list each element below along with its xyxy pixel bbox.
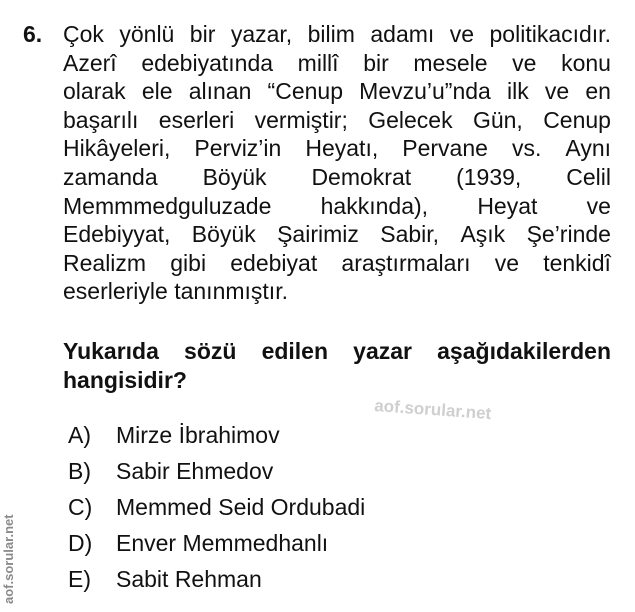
paragraph-word: Böyük bbox=[191, 221, 256, 248]
paragraph-word: bir bbox=[189, 21, 216, 47]
paragraph-word: politikacıdır. bbox=[489, 21, 611, 47]
prompt-word: hangisidir? bbox=[63, 367, 187, 393]
paragraph-word: Gelecek bbox=[368, 106, 453, 133]
paragraph-word: vs. bbox=[511, 135, 542, 162]
option-a-text: Mirze İbrahimov bbox=[116, 421, 280, 448]
prompt-word: Yukarıda bbox=[63, 338, 159, 364]
option-c-text: Memmed Seid Ordubadi bbox=[116, 493, 366, 520]
paragraph-word: ve bbox=[494, 249, 519, 276]
paragraph-word: Perviz’in bbox=[194, 135, 282, 162]
option-e[interactable] bbox=[68, 561, 365, 597]
option-e-text: Sabit Rehman bbox=[116, 565, 262, 592]
paragraph-word: Pervane bbox=[402, 135, 488, 162]
paragraph-line bbox=[63, 106, 611, 135]
paragraph-word: ele bbox=[141, 78, 173, 105]
paragraph-line bbox=[63, 220, 611, 249]
paragraph-word: ve bbox=[544, 78, 570, 105]
option-e-letter: E) bbox=[68, 565, 91, 592]
paragraph-word: ilk bbox=[507, 78, 529, 105]
paragraph-word: Şairimiz bbox=[277, 221, 359, 248]
paragraph-line bbox=[63, 77, 611, 106]
paragraph-word: Demokrat bbox=[311, 163, 412, 190]
paragraph-word: adamı bbox=[370, 21, 435, 47]
paragraph-word: Celil bbox=[566, 163, 611, 190]
paragraph-line bbox=[63, 134, 611, 163]
paragraph-word: Cenup bbox=[543, 106, 611, 133]
paragraph-word: “Cenup bbox=[267, 78, 343, 105]
paragraph-word: Azerî bbox=[63, 49, 117, 76]
paragraph-word: alınan bbox=[188, 78, 252, 105]
paragraph-line bbox=[63, 163, 611, 192]
paragraph-word: Böyük bbox=[202, 163, 267, 190]
option-b[interactable] bbox=[68, 453, 365, 489]
option-a[interactable] bbox=[68, 417, 365, 453]
paragraph-word: ve bbox=[512, 49, 537, 76]
paragraph-word: gibi bbox=[170, 249, 207, 276]
paragraph-word: araştırmaları bbox=[341, 249, 471, 276]
paragraph-word: Hikâyeleri, bbox=[63, 135, 171, 162]
option-c-letter: C) bbox=[68, 493, 93, 520]
paragraph-word: mesele bbox=[413, 49, 488, 76]
paragraph-line bbox=[63, 192, 611, 221]
paragraph-word: Aşık bbox=[460, 221, 506, 248]
paragraph-word: bir bbox=[363, 49, 389, 76]
answer-options bbox=[68, 417, 365, 597]
paragraph-word: eserleriyle tanınmıştır. bbox=[63, 278, 288, 305]
paragraph-word: Mevzu’u”nda bbox=[359, 78, 491, 105]
watermark-side: aof.sorular.net bbox=[1, 514, 16, 604]
prompt-line bbox=[63, 337, 611, 366]
prompt-line bbox=[63, 366, 611, 395]
watermark-center: aof.sorular.net bbox=[373, 396, 492, 424]
option-d-letter: D) bbox=[68, 529, 93, 556]
paragraph-word: başarılı bbox=[63, 106, 139, 133]
paragraph-word: Memmmedguluzade bbox=[63, 192, 272, 219]
prompt-word: edilen bbox=[261, 338, 329, 364]
question-number: 6. bbox=[23, 21, 43, 47]
paragraph-word: Çok bbox=[63, 21, 104, 47]
paragraph-word: edebiyat bbox=[230, 249, 318, 276]
paragraph-word: bilim bbox=[307, 21, 355, 47]
paragraph-word: zamanda bbox=[63, 163, 158, 190]
paragraph-word: Edebiyyat, bbox=[63, 221, 171, 248]
prompt-word: yazar bbox=[353, 338, 412, 364]
paragraph-word: edebiyatında bbox=[141, 49, 274, 76]
paragraph-word: Sabir, bbox=[380, 221, 440, 248]
paragraph-word: millî bbox=[297, 49, 339, 76]
paragraph-word: yazar, bbox=[230, 21, 293, 47]
paragraph-word: Aynı bbox=[565, 135, 611, 162]
option-a-letter: A) bbox=[68, 421, 91, 448]
paragraph-word: konu bbox=[561, 49, 611, 76]
paragraph-word: hakkında), bbox=[320, 192, 429, 219]
option-d-text: Enver Memmedhanlı bbox=[116, 529, 329, 556]
paragraph-word: Heyatı, bbox=[305, 135, 379, 162]
question-paragraph bbox=[63, 20, 611, 306]
paragraph-word: Realizm bbox=[63, 249, 147, 276]
paragraph-line bbox=[63, 277, 611, 306]
paragraph-word: olarak bbox=[63, 78, 126, 105]
paragraph-word: Heyat bbox=[477, 192, 538, 219]
paragraph-word: Gün, bbox=[472, 106, 523, 133]
prompt-word: sözü bbox=[184, 338, 237, 364]
paragraph-word: (1939, bbox=[456, 163, 522, 190]
prompt-word: aşağıdakilerden bbox=[437, 338, 611, 364]
option-c[interactable] bbox=[68, 489, 365, 525]
paragraph-word: yönlü bbox=[119, 21, 175, 47]
paragraph-word: Şe’rinde bbox=[526, 221, 611, 248]
question-prompt bbox=[63, 337, 611, 395]
paragraph-word: ve bbox=[449, 21, 475, 47]
option-d[interactable] bbox=[68, 525, 365, 561]
paragraph-line bbox=[63, 49, 611, 78]
option-b-letter: B) bbox=[68, 457, 91, 484]
paragraph-word: eserleri bbox=[158, 106, 235, 133]
paragraph-line bbox=[63, 20, 611, 49]
paragraph-line bbox=[63, 249, 611, 278]
paragraph-word: vermiştir; bbox=[254, 106, 348, 133]
paragraph-word: en bbox=[585, 78, 611, 105]
paragraph-word: ve bbox=[586, 192, 611, 219]
option-b-text: Sabir Ehmedov bbox=[116, 457, 274, 484]
paragraph-word: tenkidî bbox=[543, 249, 611, 276]
